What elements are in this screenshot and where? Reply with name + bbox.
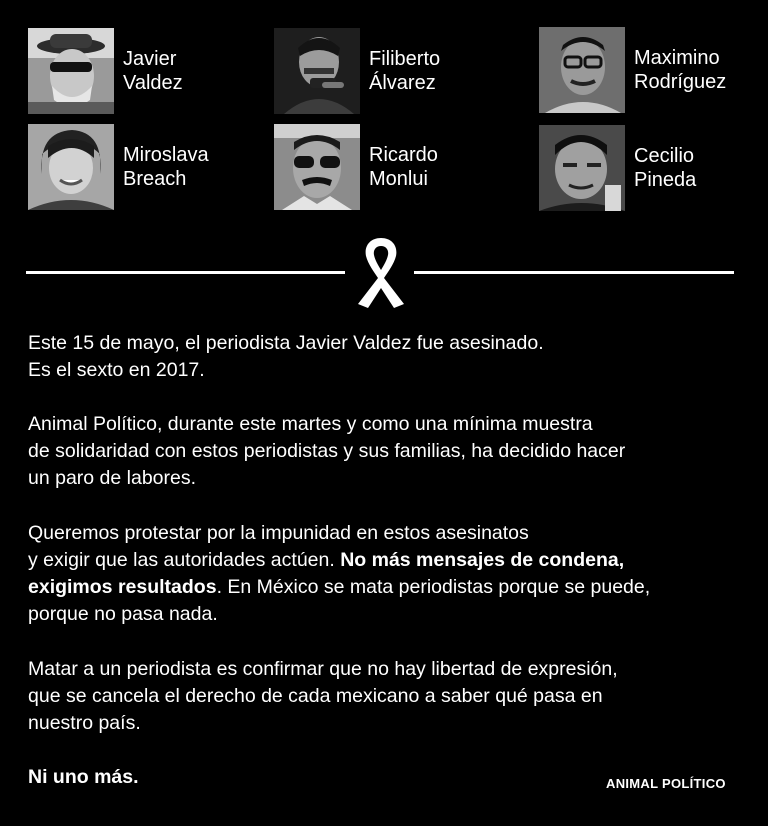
- closing-statement: Ni uno más.: [28, 766, 139, 788]
- journalist-javier-valdez: [28, 28, 183, 114]
- journalist-photo: [539, 125, 625, 211]
- text-line: Animal Político, durante este martes y como una mínima muestra: [28, 413, 593, 435]
- journalist-miroslava-breach: [28, 124, 209, 210]
- journalist-photo: [539, 27, 625, 113]
- journalist-name: Maximino Rodríguez: [634, 47, 727, 93]
- paragraph-2: [28, 411, 748, 492]
- journalist-name: Ricardo Monlui: [369, 144, 438, 190]
- journalist-photo: [274, 28, 360, 114]
- journalist-photo: [274, 124, 360, 210]
- paragraph-3: [28, 520, 748, 628]
- journalist-name: Javier Valdez: [123, 48, 183, 94]
- mourning-ribbon-icon: [350, 234, 412, 310]
- text-line: [28, 547, 748, 574]
- paragraph-4: [28, 656, 748, 737]
- divider-left: [26, 271, 345, 274]
- journalist-maximino-rodriguez: [539, 27, 726, 113]
- journalist-filiberto-alvarez: [274, 28, 440, 114]
- emphasis-text: No más mensajes de condena,: [340, 549, 625, 571]
- divider-right: [414, 271, 734, 274]
- journalist-photo: [28, 124, 114, 210]
- brand-signature: ANIMAL POLÍTICO: [606, 776, 726, 791]
- journalist-ricardo-monlui: [274, 124, 438, 210]
- paragraph-1: [28, 330, 748, 384]
- text-span: y exigir que las autoridades actúen.: [28, 549, 341, 571]
- text-line: un paro de labores.: [28, 467, 197, 489]
- journalist-name: Filiberto Álvarez: [369, 48, 441, 94]
- text-line: Matar a un periodista es confirmar que no hay libertad de expresión,: [28, 658, 618, 680]
- emphasis-text: exigimos resultados: [28, 576, 217, 598]
- text-line: Es el sexto en 2017.: [28, 359, 205, 381]
- text-line: porque no pasa nada.: [28, 603, 218, 625]
- journalist-photo: [28, 28, 114, 114]
- journalist-cecilio-pineda: [539, 125, 696, 211]
- text-line: que se cancela el derecho de cada mexicano a saber qué pasa en: [28, 685, 603, 707]
- text-line: [28, 574, 748, 601]
- text-line: nuestro país.: [28, 712, 141, 734]
- text-line: Este 15 de mayo, el periodista Javier Valdez fue asesinado.: [28, 332, 544, 354]
- text-line: Queremos protestar por la impunidad en estos asesinatos: [28, 522, 529, 544]
- journalist-name: Cecilio Pineda: [634, 145, 697, 191]
- text-line: de solidaridad con estos periodistas y sus familias, ha decidido hacer: [28, 440, 626, 462]
- text-span: . En México se mata periodistas porque se puede,: [216, 576, 651, 598]
- journalist-name: Miroslava Breach: [123, 144, 209, 190]
